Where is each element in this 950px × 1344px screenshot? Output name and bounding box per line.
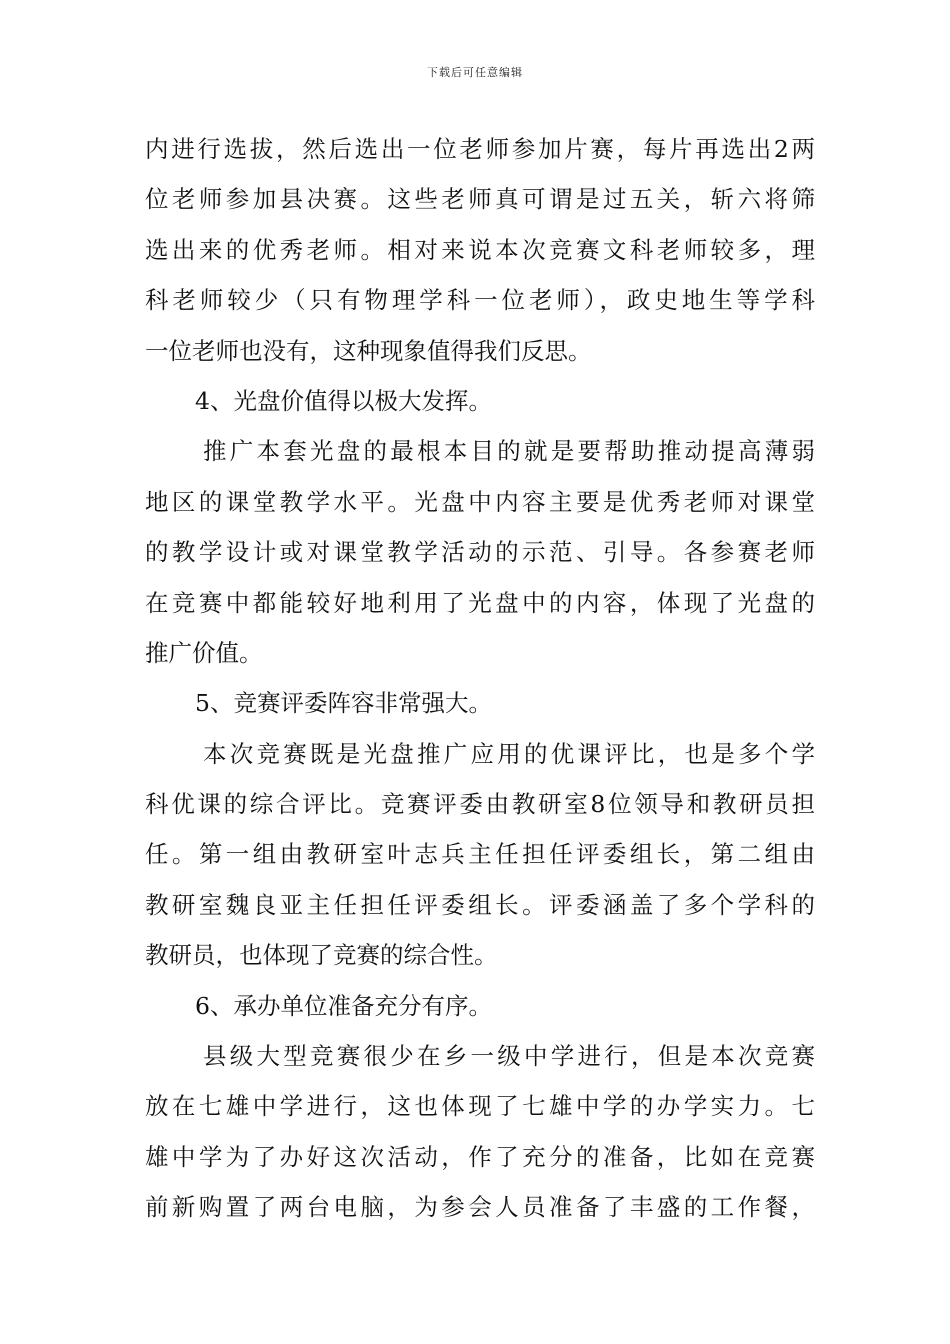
- section-heading: 5、竞赛评委阵容非常强大。: [195, 689, 492, 718]
- text-line: 一位老师也没有，这种现象值得我们反思。: [145, 336, 592, 365]
- text-line: 科优课的综合评比。竞赛评委由教研室8位领导和教研员担: [145, 790, 815, 819]
- text-line: 推广本套光盘的最根本目的就是要帮助推动提高薄弱: [203, 437, 815, 466]
- text-line: 在竞赛中都能较好地利用了光盘中的内容，体现了光盘的: [145, 588, 815, 617]
- text-line: 任。第一组由教研室叶志兵主任担任评委组长，第二组由: [145, 840, 815, 869]
- text-line: 县级大型竞赛很少在乡一级中学进行，但是本次竞赛: [203, 1042, 815, 1071]
- text-line: 选出来的优秀老师。相对来说本次竞赛文科老师较多，理: [145, 235, 815, 264]
- text-line: 前新购置了两台电脑，为参会人员准备了丰盛的工作餐，: [145, 1193, 815, 1222]
- section-heading: 4、光盘价值得以极大发挥。: [195, 386, 492, 415]
- text-line: 位老师参加县决赛。这些老师真可谓是过五关，斩六将筛: [145, 185, 815, 214]
- document-body: [145, 124, 815, 1233]
- text-line: 的教学设计或对课堂教学活动的示范、引导。各参赛老师: [145, 538, 815, 567]
- text-line: 本次竞赛既是光盘推广应用的优课评比，也是多个学: [203, 739, 815, 768]
- text-line: 内进行选拔，然后选出一位老师参加片赛，每片再选出2两: [145, 135, 815, 163]
- text-line: 科老师较少（只有物理学科一位老师），政史地生等学科: [145, 286, 815, 315]
- text-line: 教研室魏良亚主任担任评委组长。评委涵盖了多个学科的: [145, 890, 815, 919]
- text-line: 地区的课堂教学水平。光盘中内容主要是优秀老师对课堂: [145, 487, 815, 516]
- section-heading: 6、承办单位准备充分有序。: [195, 991, 492, 1020]
- header-note: 下载后可任意编辑: [427, 66, 523, 79]
- text-line: 推广价值。: [145, 638, 263, 667]
- text-line: 放在七雄中学进行，这也体现了七雄中学的办学实力。七: [145, 1092, 815, 1121]
- text-line: 雄中学为了办好这次活动，作了充分的准备，比如在竞赛: [145, 1142, 815, 1171]
- text-line: 教研员，也体现了竞赛的综合性。: [145, 941, 498, 970]
